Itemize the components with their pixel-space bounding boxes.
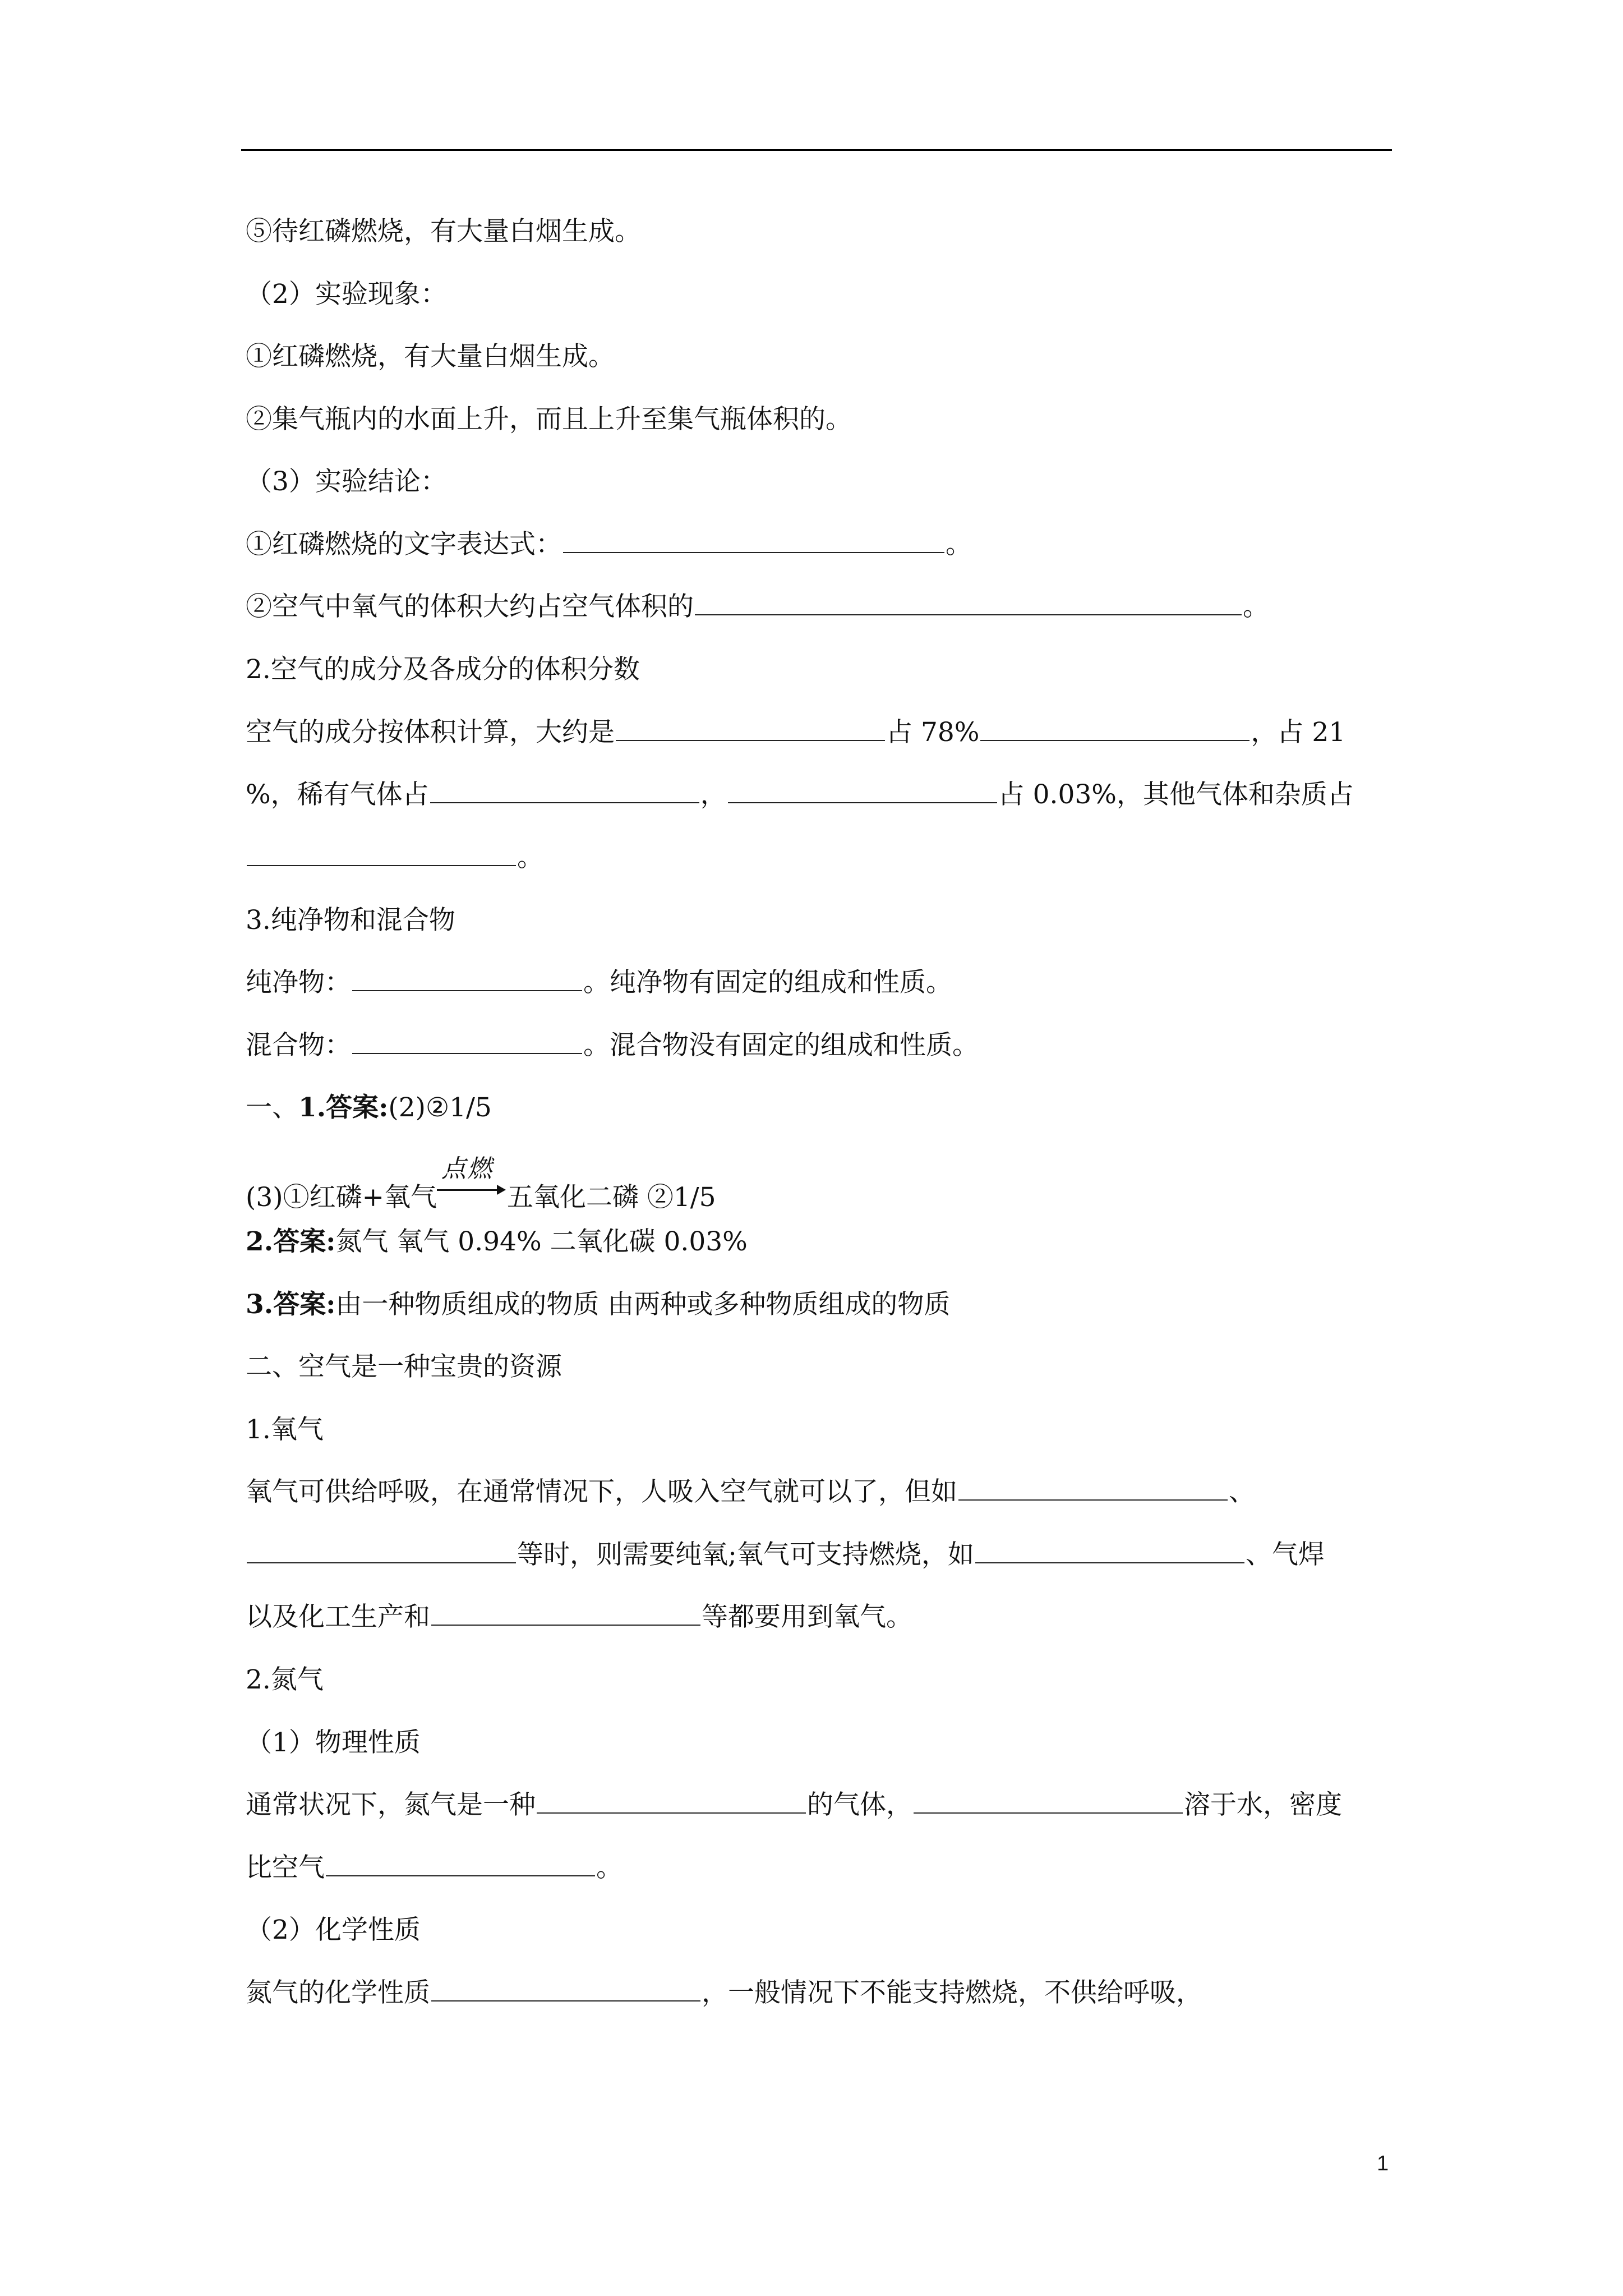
answer-blank[interactable] (431, 1978, 700, 2001)
text-line: 氧气可供给呼吸，在通常情况下，人吸入空气就可以了，但如 、 (246, 1476, 1255, 1507)
answer-blank[interactable] (914, 1790, 1183, 1814)
answer-blank[interactable] (352, 1030, 582, 1054)
text-line: （2）化学性质 (246, 1915, 421, 1945)
answer-line: 2.答案:氮气 氧气 0.94% 二氧化碳 0.03% (246, 1226, 748, 1257)
text-line: 。 (246, 841, 543, 875)
section-heading: 2.空气的成分及各成分的体积分数 (246, 654, 640, 685)
text-line: ②空气中氧气的体积大约占空气体积的 。 (246, 591, 1269, 622)
text-line: 以及化工生产和 等都要用到氧气。 (246, 1602, 912, 1632)
text-line: 比空气 。 (246, 1852, 623, 1883)
text-line: ①红磷燃烧，有大量白烟生成。 (246, 341, 615, 372)
page-number: 1 (1377, 2152, 1389, 2175)
answer-blank[interactable] (958, 1477, 1228, 1501)
answer-blank[interactable] (563, 530, 944, 553)
answer-blank[interactable] (537, 1790, 806, 1814)
answer-blank[interactable] (352, 968, 582, 991)
header-rule (241, 149, 1392, 151)
answer-blank[interactable] (980, 717, 1249, 741)
section-heading: 二、空气是一种宝贵的资源 (246, 1351, 562, 1382)
answer-line: 3.答案:由一种物质组成的物质 由两种或多种物质组成的物质 (246, 1289, 951, 1320)
answer-blank[interactable] (431, 1602, 700, 1626)
reaction-arrow: 点燃 (437, 1172, 507, 1206)
text-line: 通常状况下，氮气是一种 的气体， 溶于水，密度 (246, 1789, 1342, 1820)
section-heading: 1.氧气 (246, 1414, 324, 1445)
text-line: ②集气瓶内的水面上升，而且上升至集气瓶体积的。 (246, 404, 852, 435)
answer-blank[interactable] (247, 1540, 516, 1563)
text-line: %，稀有气体占 ， 占 0.03%，其他气体和杂质占 (246, 779, 1354, 810)
answer-line: 一、1.答案:(2)②1/5 (246, 1092, 492, 1123)
text-line: 氮气的化学性质 ，一般情况下不能支持燃烧，不供给呼吸， (246, 1977, 1202, 2008)
answer-line: (3)①红磷+氧气 点燃 五氧化二磷 ②1/5 (246, 1154, 716, 1213)
text-line: 混合物： 。混合物没有固定的组成和性质。 (246, 1030, 979, 1061)
answer-blank[interactable] (975, 1540, 1244, 1563)
section-heading: 3.纯净物和混合物 (246, 905, 455, 936)
text-line: 纯净物： 。纯净物有固定的组成和性质。 (246, 967, 952, 998)
text-line: （1）物理性质 (246, 1727, 421, 1758)
answer-blank[interactable] (728, 780, 997, 803)
answer-blank[interactable] (247, 843, 516, 866)
answer-blank[interactable] (430, 780, 699, 803)
text-line: 等时，则需要纯氧;氧气可支持燃烧，如 、气焊 (246, 1538, 1325, 1572)
section-heading: 2.氮气 (246, 1664, 324, 1695)
answer-blank[interactable] (695, 592, 1242, 615)
text-line: ⑤待红磷燃烧，有大量白烟生成。 (246, 216, 641, 247)
text-line: 空气的成分按体积计算，大约是 占 78% ，占 21 (246, 717, 1346, 748)
answer-blank[interactable] (616, 717, 885, 741)
text-line: ①红磷燃烧的文字表达式： 。 (246, 529, 972, 560)
answer-blank[interactable] (326, 1853, 595, 1876)
text-line: （3）实验结论： (246, 466, 447, 497)
text-line: （2）实验现象： (246, 279, 447, 310)
